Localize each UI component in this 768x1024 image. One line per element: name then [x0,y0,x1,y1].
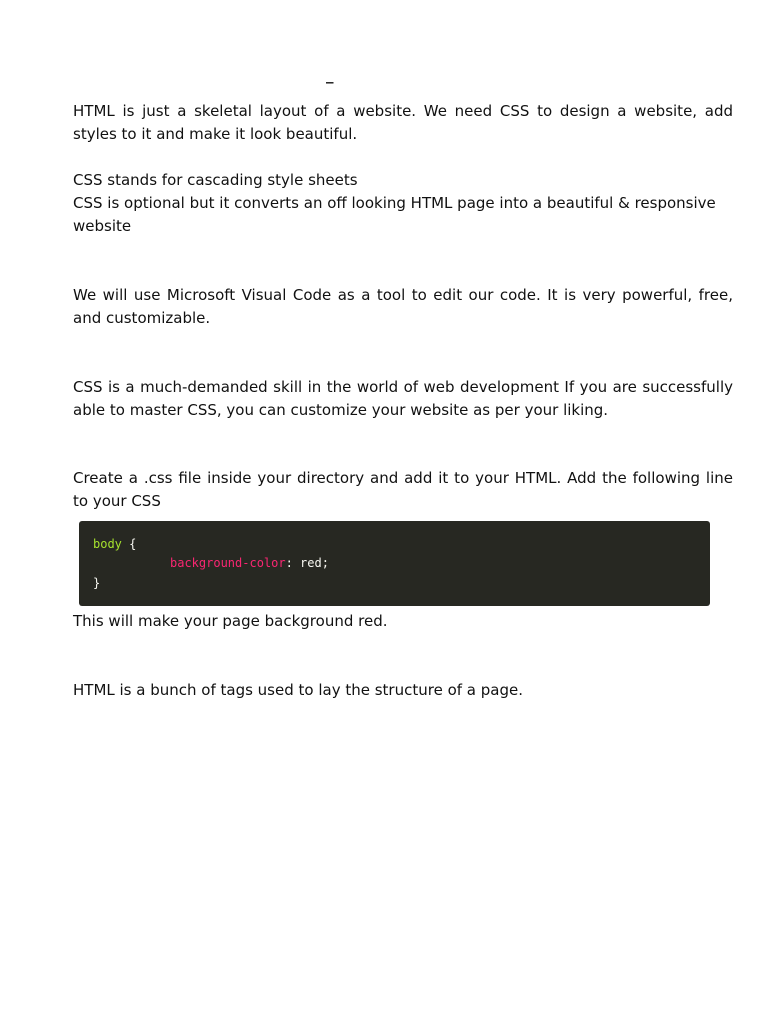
code-close-brace: } [93,576,101,590]
code-value: red; [300,556,329,570]
code-line-declaration [170,554,329,573]
code-line-close [93,574,100,593]
paragraph-background-red: This will make your page background red. [73,612,388,630]
title-dash: _ [326,66,334,84]
paragraph-create-css-file: Create a .css file inside your directory and add it to your HTML. Add the following line to your CSS [73,469,733,510]
code-block [79,521,710,606]
code-property: background-color [170,556,286,570]
paragraph-css-stands-for: CSS stands for cascading style sheets [73,171,358,189]
paragraph-visual-code: We will use Microsoft Visual Code as a tool to edit our code. It is very powerful, free, and customizable. [73,286,733,327]
code-selector: body [93,537,122,551]
paragraph-html-tags: HTML is a bunch of tags used to lay the structure of a page. [73,681,523,699]
code-line-selector [93,535,136,554]
code-open-brace: { [121,537,137,551]
code-colon: : [285,556,301,570]
paragraph-css-demanded: CSS is a much-demanded skill in the world of web development If you are successfully able to master CSS, you can customize your website as per your liking. [73,378,733,419]
paragraph-css-optional: CSS is optional but it converts an off looking HTML page into a beautiful & responsive website [73,194,716,235]
paragraph-html-skeletal: HTML is just a skeletal layout of a website. We need CSS to design a website, add styles to it and make it look beautiful. [73,102,733,143]
